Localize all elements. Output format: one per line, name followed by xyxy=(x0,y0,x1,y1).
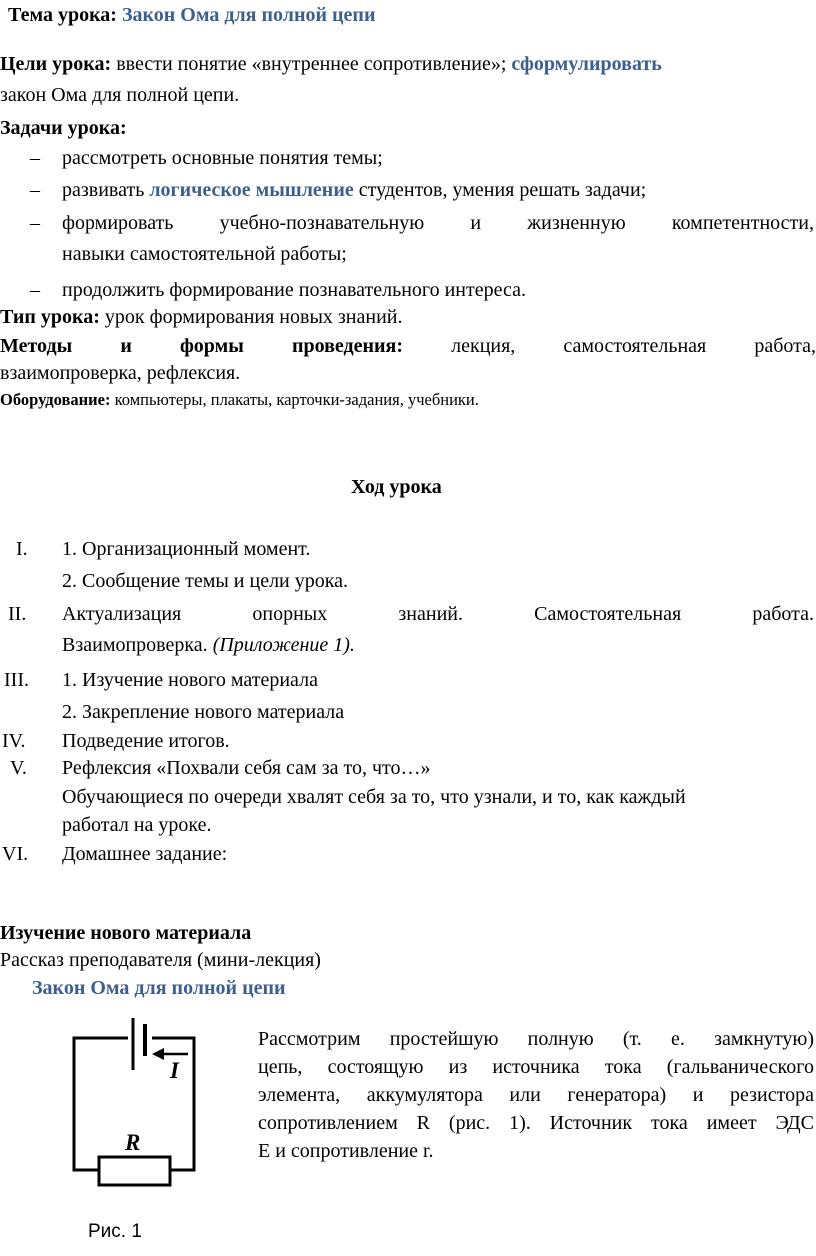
task-item-2 xyxy=(62,179,646,202)
plan-item-5-line1: Рефлексия «Похвали себя сам за то, что…» xyxy=(62,757,431,779)
word: е. xyxy=(670,1028,685,1050)
word: цепь, xyxy=(258,1056,303,1078)
goals-highlight: сформулировать xyxy=(511,53,662,75)
plan-num-4: IV. xyxy=(2,730,26,752)
word: Источник xyxy=(549,1112,633,1134)
methods-value-word: самостоятельная xyxy=(563,335,707,357)
appendix-reference: (Приложение 1). xyxy=(212,634,355,656)
task-item-3-line1 xyxy=(62,212,814,235)
word: и xyxy=(692,1084,704,1106)
section-title: Закон Ома для полной цепи xyxy=(32,977,286,999)
bullet-dash: – xyxy=(30,279,40,301)
topic-label: Тема урока: xyxy=(8,4,117,26)
equipment-value: компьютеры, плакаты, карточки-задания, учебники. xyxy=(114,390,479,409)
word: жизненную xyxy=(527,212,626,234)
plan-num-5: V. xyxy=(10,757,27,779)
plan-num-2: II. xyxy=(8,603,27,625)
word: работа. xyxy=(752,603,814,625)
word: простейшую xyxy=(389,1028,499,1050)
goals-line2: закон Ома для полной цепи. xyxy=(0,84,240,106)
word: источника xyxy=(492,1056,580,1078)
word: генератора) xyxy=(567,1084,667,1106)
lesson-type-value: урок формирования новых знаний. xyxy=(104,306,403,328)
bullet-dash: – xyxy=(30,147,40,169)
plan-item-5-line2: Обучающиеся по очереди хвалят себя за то, что узнали, и то, как каждый xyxy=(62,786,686,808)
task-item-2-highlight: логическое мышление xyxy=(149,179,354,201)
word: знаний. xyxy=(398,603,463,625)
methods-value-word: работа, xyxy=(754,335,816,357)
plan-item-1-line1: 1. Организационный момент. xyxy=(62,538,311,560)
plan-num-6: VI. xyxy=(2,843,29,865)
current-label: I xyxy=(170,1058,179,1083)
methods-label-word: проведения: xyxy=(291,335,404,357)
word: замкнутую) xyxy=(714,1028,814,1050)
task-item-1: рассмотреть основные понятия темы; xyxy=(62,147,383,169)
equipment-label: Оборудование: xyxy=(0,390,111,409)
paragraph-line-1 xyxy=(258,1028,814,1051)
word: состоящую xyxy=(327,1056,424,1078)
methods-line2: взаимопроверка, рефлексия. xyxy=(0,362,241,384)
plan-item-6: Домашнее задание: xyxy=(62,843,228,865)
figure-caption: Рис. 1 xyxy=(88,1221,142,1242)
task-item-2-post: студентов, умения решать задачи; xyxy=(358,179,647,201)
paragraph-line-3 xyxy=(258,1084,814,1107)
paragraph-line-4 xyxy=(258,1112,814,1135)
word: Самостоятельная xyxy=(534,603,682,625)
word: сопротивлением xyxy=(258,1112,398,1134)
methods-label-word: и xyxy=(120,335,132,357)
task-item-2-pre: развивать xyxy=(62,179,145,201)
plan-title: Ход урока xyxy=(351,476,442,498)
word: полную xyxy=(527,1028,594,1050)
word: опорных xyxy=(252,603,328,625)
word: R xyxy=(416,1112,430,1134)
resistor xyxy=(99,1157,170,1185)
word: Актуализация xyxy=(62,603,182,625)
current-arrow-head xyxy=(152,1048,164,1060)
plan-item-1-line2: 2. Сообщение темы и цели урока. xyxy=(62,570,349,592)
task-item-3-line2: навыки самостоятельной работы; xyxy=(62,243,347,265)
word: Рассмотрим xyxy=(258,1028,361,1050)
topic-line xyxy=(8,4,375,27)
word: тока xyxy=(651,1112,688,1134)
word: (рис. xyxy=(448,1112,491,1134)
word: и xyxy=(470,212,482,234)
word: элемента, xyxy=(258,1084,341,1106)
paragraph-line-5: E и сопротивление r. xyxy=(258,1140,434,1162)
methods-label-word: Методы xyxy=(0,335,73,357)
bullet-dash: – xyxy=(30,179,40,201)
word: (гальванического xyxy=(666,1056,814,1078)
tasks-label: Задачи урока: xyxy=(0,117,127,139)
plan-num-1: I. xyxy=(16,538,28,560)
circuit-diagram xyxy=(66,1012,206,1202)
word: формировать xyxy=(62,212,174,234)
plan-item-5-line3: работал на уроке. xyxy=(62,814,212,836)
lesson-type-label: Тип урока: xyxy=(0,306,100,328)
goals-line1 xyxy=(0,53,662,76)
word: 1). xyxy=(509,1112,531,1134)
plan-item-2-line2 xyxy=(62,634,355,657)
word: (т. xyxy=(622,1028,642,1050)
word: аккумулятора xyxy=(366,1084,483,1106)
word: учебно-познавательную xyxy=(219,212,425,234)
circuit-wire-left xyxy=(74,1038,128,1170)
resistor-label: R xyxy=(125,1130,141,1155)
plan-item-2-line1 xyxy=(62,603,814,626)
section-heading: Изучение нового материала xyxy=(0,922,252,944)
section-subheading: Рассказ преподавателя (мини-лекция) xyxy=(0,949,321,971)
plan-item-2-text: Взаимопроверка. xyxy=(62,634,208,656)
word: тока xyxy=(604,1056,642,1078)
goals-label: Цели урока: xyxy=(0,53,112,75)
methods-label-word: формы xyxy=(179,335,244,357)
task-item-4: продолжить формирование познавательного интереса. xyxy=(62,279,527,301)
plan-item-3-line1: 1. Изучение нового материала xyxy=(62,669,318,691)
word: из xyxy=(448,1056,468,1078)
word: ЭДС xyxy=(775,1112,814,1134)
methods-value-word: лекция, xyxy=(451,335,516,357)
topic-value: Закон Ома для полной цепи xyxy=(121,4,376,26)
paragraph-line-2 xyxy=(258,1056,814,1079)
word: или xyxy=(509,1084,541,1106)
lesson-type-line xyxy=(0,306,402,329)
bullet-dash: – xyxy=(30,212,40,234)
word: компетентности, xyxy=(671,212,814,234)
plan-item-3-line2: 2. Закрепление нового материала xyxy=(62,701,345,723)
plan-item-4: Подведение итогов. xyxy=(62,730,230,752)
word: имеет xyxy=(706,1112,757,1134)
plan-num-3: III. xyxy=(4,669,29,691)
word: резистора xyxy=(730,1084,814,1106)
equipment-line xyxy=(0,390,479,410)
goals-text1: ввести понятие «внутреннее сопротивление»; xyxy=(116,53,507,75)
methods-line1 xyxy=(0,335,816,358)
